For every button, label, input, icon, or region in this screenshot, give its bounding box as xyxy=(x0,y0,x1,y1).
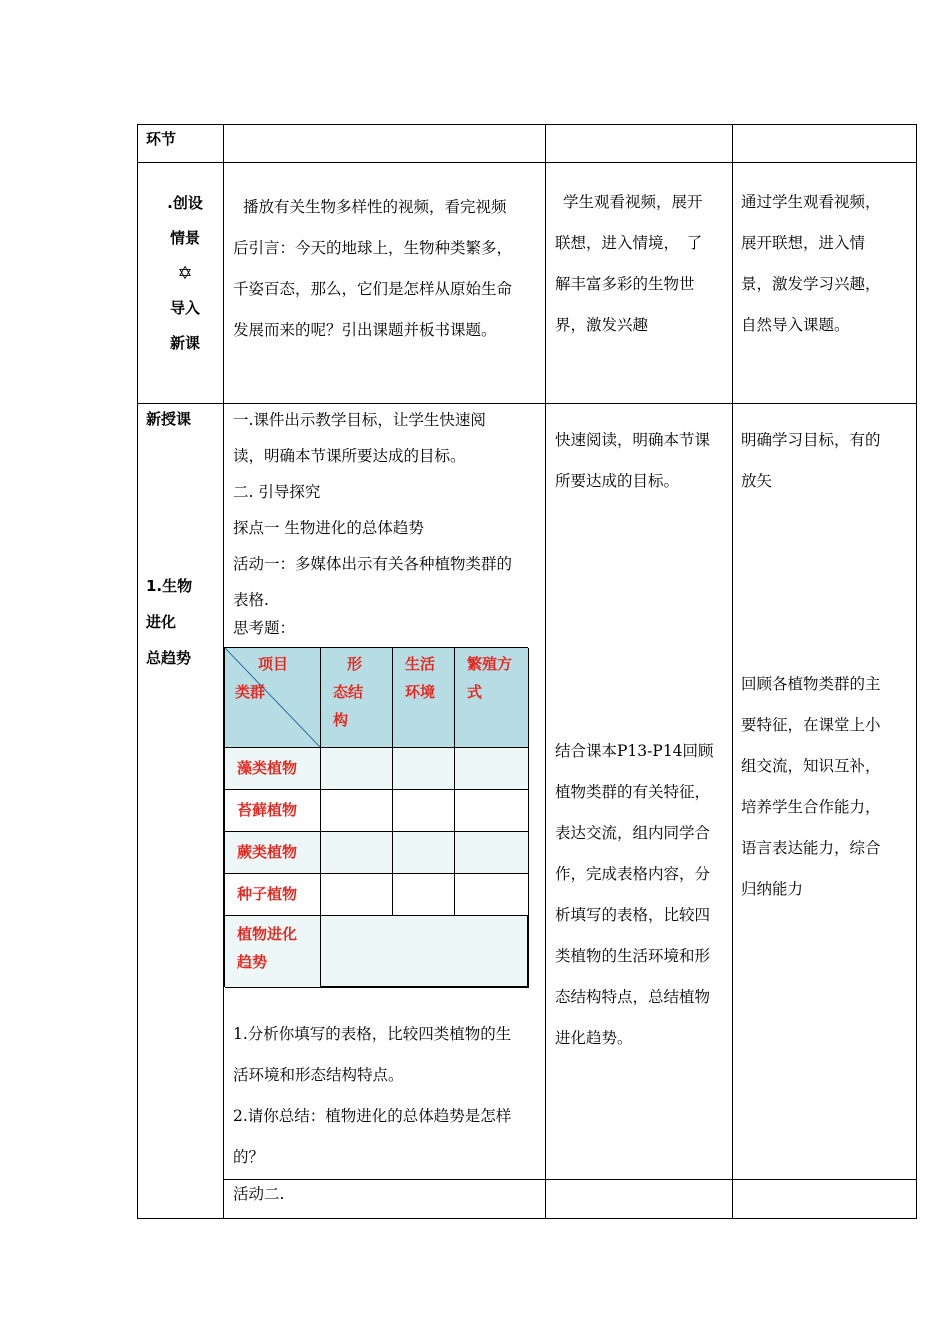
teacher-activity-two: 活动二. xyxy=(233,1185,285,1203)
student-new-lesson-top xyxy=(555,420,730,502)
stage-intro-line: 情景 xyxy=(169,229,200,247)
student-line: 态结构特点，总结植物 xyxy=(555,988,711,1006)
student-line: 植物类群的有关特征， xyxy=(555,783,711,801)
teacher-line: 表格. xyxy=(233,591,269,609)
student-line: 析填写的表格，比较四 xyxy=(555,906,711,924)
stage-evolution-line: 总趋势 xyxy=(146,649,192,667)
header-morphology-line: 态结 xyxy=(333,683,364,701)
question-line: 的？ xyxy=(233,1148,265,1166)
teacher-line: 二. 引导探究 xyxy=(233,483,321,501)
stage-intro-line: 导入 xyxy=(169,299,200,317)
teacher-intro-line: 发展而来的呢？引出课题并板书课题。 xyxy=(233,321,497,339)
header-stage-label: 环节 xyxy=(146,130,177,148)
header-morphology-line: 构 xyxy=(333,711,349,729)
header-habitat-line: 生活 xyxy=(405,655,436,673)
question-line: 活环境和形态结构特点。 xyxy=(233,1066,404,1084)
header-habitat-line: 环境 xyxy=(405,683,436,701)
table-col-line-2 xyxy=(545,124,546,1219)
table-cell xyxy=(321,748,393,790)
student-intro-line: 学生观看视频，展开 xyxy=(563,193,703,211)
table-corner-cell xyxy=(225,648,321,748)
teacher-line: 活动一：多媒体出示有关各种植物类群的 xyxy=(233,555,513,573)
corner-bottom-label: 类群 xyxy=(235,683,266,701)
stage-intro-line: 新课 xyxy=(169,334,200,352)
table-cell xyxy=(455,748,529,790)
row-label-algae: 藻类植物 xyxy=(225,748,321,790)
teacher-line: 读，明确本节课所要达成的目标。 xyxy=(233,447,466,465)
intent-line: 要特征，在课堂上小 xyxy=(741,716,881,734)
header-reproduction-line: 式 xyxy=(467,683,483,701)
student-line: 类植物的生活环境和形 xyxy=(555,947,711,965)
student-intro-line: 界，激发兴趣 xyxy=(555,316,649,334)
teacher-new-lesson xyxy=(233,402,543,638)
teacher-line: 思考题： xyxy=(233,619,296,637)
table-cell xyxy=(321,790,393,832)
plant-group-table xyxy=(224,647,528,987)
student-line: 快速阅读，明确本节课 xyxy=(555,431,711,449)
table-cell xyxy=(321,832,393,874)
intent-line: 明确学习目标，有的 xyxy=(741,431,881,449)
table-cell xyxy=(393,790,455,832)
table-line-1 xyxy=(137,162,917,163)
row-label-moss: 苔藓植物 xyxy=(225,790,321,832)
teacher-intro-line: 后引言：今天的地球上，生物种类繁多， xyxy=(233,239,513,257)
question-line: 1.分析你填写的表格，比较四类植物的生 xyxy=(233,1025,512,1043)
table-cell xyxy=(393,748,455,790)
header-reproduction-line: 繁殖方 xyxy=(467,655,513,673)
student-line: 作，完成表格内容，分 xyxy=(555,865,711,883)
table-border-right xyxy=(916,124,917,1219)
student-intro-line: 联想，进入情境， 了 xyxy=(555,234,703,252)
student-line: 表达交流，组内同学合 xyxy=(555,824,711,842)
table-cell xyxy=(393,832,455,874)
intent-intro-line: 通过学生观看视频， xyxy=(741,193,881,211)
row-label-trend-line: 植物进化 xyxy=(237,925,298,943)
teacher-intro xyxy=(233,187,541,351)
table-cell xyxy=(455,790,529,832)
table-cell xyxy=(393,874,455,916)
intent-intro-line: 展开联想，进入情 xyxy=(741,234,866,252)
intent-line: 培养学生合作能力， xyxy=(741,798,881,816)
table-col-line-3 xyxy=(732,124,733,1219)
teacher-line: 一.课件出示教学目标，让学生快速阅 xyxy=(233,411,486,429)
stage-evolution-line: 1.生物 xyxy=(146,577,193,595)
question-line: 2.请你总结：植物进化的总体趋势是怎样 xyxy=(233,1107,512,1125)
intent-line: 组交流，知识互补， xyxy=(741,757,881,775)
teacher-line: 探点一 生物进化的总体趋势 xyxy=(233,519,424,537)
header-reproduction xyxy=(455,648,529,748)
table-cell xyxy=(321,874,393,916)
intent-new-lesson-top xyxy=(741,420,913,502)
student-intro-line: 解丰富多彩的生物世 xyxy=(555,275,695,293)
stage-intro xyxy=(150,186,220,361)
student-line: 进化趋势。 xyxy=(555,1029,633,1047)
intent-line: 归纳能力 xyxy=(741,880,804,898)
stage-evolution-line: 进化 xyxy=(146,613,177,631)
table-cell xyxy=(455,832,529,874)
stage-new-lesson: 新授课 xyxy=(146,410,192,428)
intent-line: 放矢 xyxy=(741,472,773,490)
intent-intro xyxy=(741,182,913,346)
student-new-lesson-bottom xyxy=(555,731,730,1059)
intent-intro-line: 景，激发学习兴趣， xyxy=(741,275,881,293)
row-label-trend-line: 趋势 xyxy=(237,953,268,971)
intent-line: 回顾各植物类群的主 xyxy=(741,675,881,693)
trend-answer-cell xyxy=(321,916,529,988)
table-cell xyxy=(455,874,529,916)
intent-intro-line: 自然导入课题。 xyxy=(741,316,850,334)
header-morphology-line: 形 xyxy=(347,655,363,673)
teacher-intro-line: 千姿百态，那么，它们是怎样从原始生命 xyxy=(233,280,513,298)
table-border-top xyxy=(137,124,917,125)
intent-new-lesson-bottom xyxy=(741,664,913,910)
table-border-bottom xyxy=(137,1218,917,1219)
row-label-seed: 种子植物 xyxy=(225,874,321,916)
teacher-intro-line: 播放有关生物多样性的视频，看完视频 xyxy=(243,198,507,216)
table-border-left xyxy=(137,124,138,1219)
student-line: 所要达成的目标。 xyxy=(555,472,680,490)
header-morphology xyxy=(321,648,393,748)
table-line-3 xyxy=(223,1179,917,1180)
student-line: 结合课本P13-P14回顾 xyxy=(555,742,714,760)
teacher-questions xyxy=(233,1014,543,1178)
row-label-fern: 蕨类植物 xyxy=(225,832,321,874)
stage-evolution-trend xyxy=(146,568,192,676)
row-label-trend xyxy=(225,916,321,988)
header-habitat xyxy=(393,648,455,748)
corner-top-label: 项目 xyxy=(258,655,289,673)
star-icon: ✡ xyxy=(177,263,193,284)
stage-intro-line: .创设 xyxy=(167,194,203,212)
intent-line: 语言表达能力，综合 xyxy=(741,839,881,857)
student-intro xyxy=(555,182,730,346)
